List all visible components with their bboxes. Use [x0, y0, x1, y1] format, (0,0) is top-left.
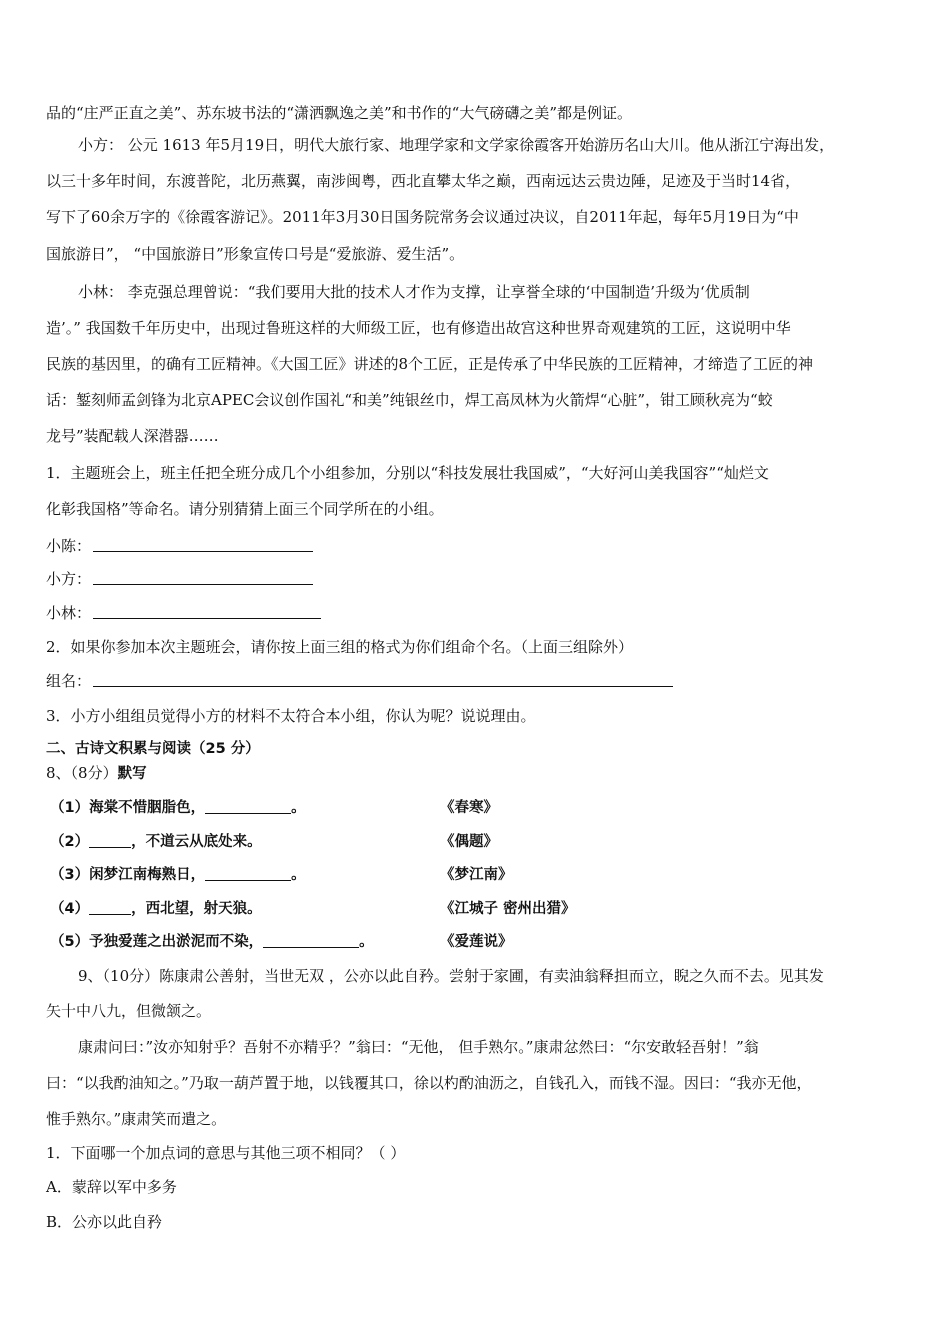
question-9-text: 康肃问曰：”汝亦知射乎？吾射不亦精乎？”翁曰：“无他， 但手熟尔。”康肃忿然曰：“尔安敢轻吾射！”翁	[78, 1038, 759, 1056]
dictation-text: 。	[359, 934, 374, 950]
dictation-blank[interactable]	[89, 847, 131, 848]
answer-blank-group-name[interactable]	[93, 686, 673, 687]
question-8-header	[46, 762, 147, 785]
dictation-source: 《江城子 密州出猎》	[440, 901, 576, 917]
question-8-title: 默写	[117, 766, 147, 782]
dictation-blank[interactable]	[205, 813, 291, 814]
passage-line: 品的“庄严正直之美”、苏东坡书法的“潇洒飘逸之美”和书作的“大气磅礴之美”都是例证。	[46, 104, 633, 122]
dictation-blank[interactable]	[205, 880, 291, 881]
option-b[interactable]: B．公亦以此自矜	[46, 1213, 163, 1231]
question-2-text: 2．如果你参加本次主题班会，请你按上面三组的格式为你们组命个名。（上面三组除外）	[46, 638, 634, 656]
passage-line: 写下了60余万字的《徐霞客游记》。2011年3月30日国务院常务会议通过决议，自2011年起，每年5月19日为“中	[46, 208, 799, 226]
dictation-text: （3）闲梦江南梅熟日，	[50, 867, 206, 883]
dictation-text: 。	[291, 867, 306, 883]
passage-line: 龙号”装配载人深潜器……	[46, 427, 219, 445]
question-9-text: 矢十中八九，但微颔之。	[46, 1002, 212, 1020]
dictation-blank[interactable]	[89, 914, 131, 915]
dictation-text: ，西北望，射天狼。	[131, 901, 262, 917]
dictation-item-4	[50, 898, 262, 920]
passage-line: 造’。” 我国数千年历史中，出现过鲁班这样的大师级工匠，也有修造出故宫这种世界奇观建筑的工匠，这说明中华	[46, 319, 791, 337]
dictation-source: 《梦江南》	[440, 867, 513, 883]
question-9-sub1: 1．下面哪一个加点词的意思与其他三项不相同？（ ）	[46, 1144, 406, 1162]
question-8-score: 8、（8分）	[46, 764, 118, 782]
dictation-item-1	[50, 797, 306, 819]
passage-line: 国旅游日”， “中国旅游日”形象宣传口号是“爱旅游、爱生活”。	[46, 245, 465, 263]
dictation-text: （5）予独爱莲之出淤泥而不染，	[50, 934, 264, 950]
section-heading: 二、古诗文积累与阅读（25 分）	[46, 741, 260, 757]
dictation-blank[interactable]	[263, 947, 359, 948]
question-9-text: 9、（10分）陈康肃公善射，当世无双 ，公亦以此自矜。尝射于家圃，有卖油翁释担而立，睨之久而不去。见其发	[78, 967, 824, 985]
answer-label-xiaolin: 小林：	[46, 604, 92, 622]
dictation-item-5	[50, 931, 374, 953]
dictation-text: 。	[291, 800, 306, 816]
answer-blank-xiaochen[interactable]	[93, 551, 313, 552]
answer-label-group-name: 组名：	[46, 672, 92, 690]
dictation-item-3	[50, 864, 306, 886]
question-1-text: 化彰我国格”等命名。请分别猜猜上面三个同学所在的小组。	[46, 500, 444, 518]
passage-line: 话：錾刻师孟剑锋为北京APEC会议创作国礼“和美”纯银丝巾，焊工高凤林为火箭焊“心脏”，钳工顾秋亮为“蛟	[46, 391, 773, 409]
dictation-text: （4）	[50, 901, 90, 917]
passage-line: 民族的基因里，的确有工匠精神。《大国工匠》讲述的8个工匠，正是传承了中华民族的工匠精神，才缔造了工匠的神	[46, 355, 814, 373]
dictation-source: 《偶题》	[440, 834, 498, 850]
answer-blank-xiaolin[interactable]	[93, 618, 321, 619]
passage-line: 以三十多年时间，东渡普陀，北历燕翼，南涉闽粤，西北直攀太华之巅，西南远达云贵边陲，足迹及于当时14省，	[46, 172, 801, 190]
passage-line: 小方： 公元 1613 年5月19日，明代大旅行家、地理学家和文学家徐霞客开始游历名山大川。他从浙江宁海出发，	[78, 136, 835, 154]
answer-blank-xiaofang[interactable]	[93, 584, 313, 585]
answer-label-xiaofang: 小方：	[46, 570, 92, 588]
dictation-text: （1）海棠不惜胭脂色，	[50, 800, 206, 816]
option-a[interactable]: A．蒙辞以军中多务	[46, 1178, 177, 1196]
answer-label-xiaochen: 小陈：	[46, 537, 92, 555]
question-3-text: 3．小方小组组员觉得小方的材料不太符合本小组，你认为呢？说说理由。	[46, 707, 536, 725]
question-1-text: 1．主题班会上，班主任把全班分成几个小组参加，分别以“科技发展壮我国威”，“大好河山美我国容”“灿烂文	[46, 464, 769, 482]
question-9-text: 曰：“以我酌油知之。”乃取一葫芦置于地，以钱覆其口，徐以杓酌油沥之，自钱孔入，而钱不湿。因曰：“我亦无他，	[46, 1074, 812, 1092]
dictation-source: 《爱莲说》	[440, 934, 513, 950]
dictation-text: （2）	[50, 834, 90, 850]
question-9-text: 惟手熟尔。”康肃笑而遣之。	[46, 1110, 227, 1128]
dictation-text: ，不道云从底处来。	[131, 834, 262, 850]
dictation-source: 《春寒》	[440, 800, 498, 816]
dictation-item-2	[50, 831, 262, 853]
passage-line: 小林： 李克强总理曾说：“我们要用大批的技术人才作为支撑，让享誉全球的‘中国制造’升级为‘优质制	[78, 283, 750, 301]
